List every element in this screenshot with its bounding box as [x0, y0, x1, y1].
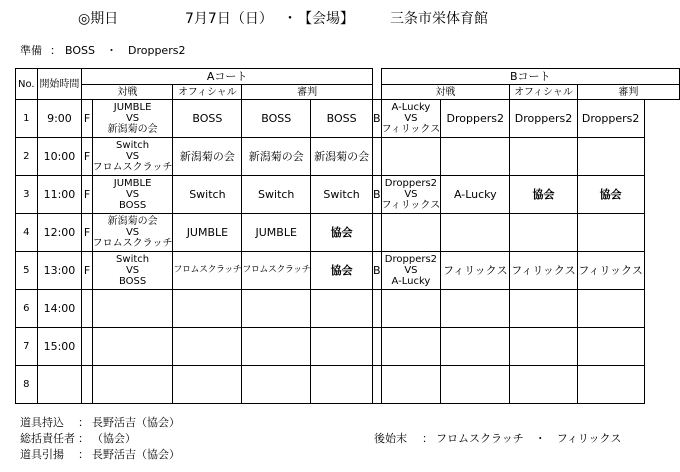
team-1: Switch — [116, 254, 150, 265]
b-referee-2 — [577, 214, 644, 252]
header-row-columns — [16, 85, 680, 100]
start-time: 15:00 — [37, 328, 82, 366]
a-official — [173, 328, 242, 366]
table-row — [16, 328, 680, 366]
bring-colon: ： — [78, 416, 89, 429]
b-court-marker: B — [373, 252, 382, 290]
b-referee-2 — [577, 328, 644, 366]
team-1: A-Lucky — [391, 102, 431, 113]
court-b-header: Bコート — [381, 69, 679, 85]
a-referee-2 — [311, 366, 373, 404]
row-number: 1 — [16, 100, 38, 138]
b-referee-1 — [510, 366, 577, 404]
b-official-header: オフィシャル — [510, 85, 577, 100]
a-official: フロムスクラッチ — [173, 252, 242, 290]
b-court-marker — [373, 290, 382, 328]
team-2: BOSS — [118, 200, 147, 211]
vs-label: VS — [125, 265, 140, 276]
a-matchup — [92, 328, 173, 366]
b-official: A-Lucky — [441, 176, 510, 214]
prep-value: BOSS ・ Droppers2 — [65, 44, 186, 57]
team-2: BOSS — [118, 276, 147, 287]
b-referee-2: フィリックス — [577, 252, 644, 290]
prep-colon: ： — [50, 44, 61, 57]
a-referee-1: BOSS — [242, 100, 311, 138]
table-row — [16, 252, 680, 290]
vs-label: VS — [125, 151, 140, 162]
header-separator: ・ — [283, 11, 297, 27]
a-referee-2: 協会 — [311, 214, 373, 252]
b-matchup — [381, 328, 441, 366]
cleanup-value: フロムスクラッチ ・ フィリックス — [436, 432, 622, 445]
team-1: JUMBLE — [113, 178, 152, 189]
a-matchup — [92, 290, 173, 328]
b-referee-1 — [510, 290, 577, 328]
team-1: Switch — [116, 140, 150, 151]
venue-label: 【会場】 — [298, 11, 354, 27]
team-2: 新潟菊の会 — [107, 124, 158, 135]
start-time: 10:00 — [37, 138, 82, 176]
b-official — [441, 328, 510, 366]
a-matchup — [92, 366, 173, 404]
a-matchup — [92, 100, 173, 138]
a-court-marker: F — [82, 138, 92, 176]
table-row — [16, 290, 680, 328]
b-referee-2 — [577, 290, 644, 328]
vs-label: VS — [404, 265, 418, 276]
row-number: 6 — [16, 290, 38, 328]
start-time: 14:00 — [37, 290, 82, 328]
b-court-marker — [373, 214, 382, 252]
b-court-marker: B — [373, 176, 382, 214]
a-referee-1: JUMBLE — [242, 214, 311, 252]
a-official: BOSS — [173, 100, 242, 138]
b-matchup — [381, 176, 441, 214]
b-matchup — [381, 290, 441, 328]
start-time: 9:00 — [37, 100, 82, 138]
vs-label: VS — [125, 113, 140, 124]
date-value: 7月7日（日） — [185, 11, 273, 27]
b-match-header: 対戦 — [381, 85, 510, 100]
table-row — [16, 176, 680, 214]
b-referee-2 — [577, 138, 644, 176]
a-court-marker: F — [82, 176, 92, 214]
b-court-marker — [373, 328, 382, 366]
b-referee-1 — [510, 138, 577, 176]
chief-colon: ： — [78, 432, 89, 445]
b-referee-2: Droppers2 — [577, 100, 644, 138]
prep-label: 準備 — [20, 44, 42, 57]
vs-label: VS — [404, 113, 418, 124]
a-referee-1 — [242, 366, 311, 404]
b-matchup — [381, 214, 441, 252]
team-2: A-Lucky — [391, 276, 431, 287]
b-referee-1 — [510, 328, 577, 366]
b-court-marker — [373, 138, 382, 176]
a-court-marker: F — [82, 214, 92, 252]
bring-label: 道具持込 — [20, 416, 64, 429]
a-court-marker — [82, 366, 92, 404]
row-number: 2 — [16, 138, 38, 176]
a-court-marker — [82, 290, 92, 328]
b-referee-1 — [510, 214, 577, 252]
bring-value: 長野活吉（協会） — [92, 416, 180, 429]
a-court-marker: F — [82, 252, 92, 290]
b-referee-1: 協会 — [510, 176, 577, 214]
a-referee-1 — [242, 328, 311, 366]
take-value: 長野活吉（協会） — [92, 448, 180, 461]
a-referee-2: Switch — [311, 176, 373, 214]
team-2: フィリックス — [381, 124, 441, 135]
start-time: 11:00 — [37, 176, 82, 214]
b-referee-2 — [577, 366, 644, 404]
venue-value: 三条市栄体育館 — [390, 11, 488, 27]
date-label: ◎期日 — [78, 11, 119, 27]
a-referee-1: フロムスクラッチ — [242, 252, 311, 290]
team-1: JUMBLE — [113, 102, 152, 113]
vs-label: VS — [404, 189, 418, 200]
row-number: 7 — [16, 328, 38, 366]
court-a-header: Aコート — [82, 69, 373, 85]
a-referee-1 — [242, 290, 311, 328]
start-time: 13:00 — [37, 252, 82, 290]
b-official — [441, 290, 510, 328]
table-row — [16, 100, 680, 138]
court-gap — [373, 69, 382, 100]
schedule-table — [15, 68, 680, 404]
col-time-header: 開始時間 — [37, 69, 82, 100]
team-2: フロムスクラッチ — [92, 162, 173, 173]
b-court-marker — [373, 366, 382, 404]
chief-label: 総括責任者 — [20, 432, 75, 445]
b-official — [441, 138, 510, 176]
chief-value: （協会） — [92, 432, 136, 445]
a-official — [173, 290, 242, 328]
a-court-marker: F — [82, 100, 92, 138]
a-referee-header: 審判 — [242, 85, 373, 100]
b-referee-2: 協会 — [577, 176, 644, 214]
a-referee-2: 協会 — [311, 252, 373, 290]
vs-label: VS — [125, 189, 140, 200]
a-referee-2 — [311, 290, 373, 328]
a-referee-1: Switch — [242, 176, 311, 214]
a-matchup — [92, 176, 173, 214]
b-referee-header: 審判 — [577, 85, 679, 100]
row-number: 5 — [16, 252, 38, 290]
col-no-header: No. — [16, 69, 38, 100]
table-row — [16, 138, 680, 176]
a-official: JUMBLE — [173, 214, 242, 252]
b-matchup — [381, 138, 441, 176]
a-official: Switch — [173, 176, 242, 214]
start-time: 12:00 — [37, 214, 82, 252]
a-referee-2 — [311, 328, 373, 366]
take-label: 道具引揚 — [20, 448, 64, 461]
a-matchup — [92, 214, 173, 252]
a-matchup — [92, 138, 173, 176]
a-court-marker — [82, 328, 92, 366]
b-matchup — [381, 366, 441, 404]
start-time — [37, 366, 82, 404]
a-official — [173, 366, 242, 404]
team-2: フィリックス — [381, 200, 441, 211]
b-matchup — [381, 100, 441, 138]
row-number: 3 — [16, 176, 38, 214]
b-official — [441, 366, 510, 404]
a-referee-1: 新潟菊の会 — [242, 138, 311, 176]
b-court-marker: B — [373, 100, 382, 138]
table-row — [16, 214, 680, 252]
b-official: Droppers2 — [441, 100, 510, 138]
b-matchup — [381, 252, 441, 290]
b-official — [441, 214, 510, 252]
row-number: 4 — [16, 214, 38, 252]
b-referee-1: フィリックス — [510, 252, 577, 290]
b-official: フィリックス — [441, 252, 510, 290]
a-match-header: 対戦 — [82, 85, 173, 100]
team-2: フロムスクラッチ — [92, 238, 173, 249]
cleanup-label: 後始末 — [374, 432, 407, 445]
vs-label: VS — [125, 227, 140, 238]
header-row-courts — [16, 69, 680, 85]
team-1: 新潟菊の会 — [107, 216, 158, 227]
a-matchup — [92, 252, 173, 290]
table-row — [16, 366, 680, 404]
take-colon: ： — [78, 448, 89, 461]
cleanup-colon: ： — [422, 432, 433, 445]
team-1: Droppers2 — [384, 178, 438, 189]
a-official: 新潟菊の会 — [173, 138, 242, 176]
row-number: 8 — [16, 366, 38, 404]
team-1: Droppers2 — [384, 254, 438, 265]
b-referee-1: Droppers2 — [510, 100, 577, 138]
a-official-header: オフィシャル — [173, 85, 242, 100]
a-referee-2: BOSS — [311, 100, 373, 138]
a-referee-2: 新潟菊の会 — [311, 138, 373, 176]
